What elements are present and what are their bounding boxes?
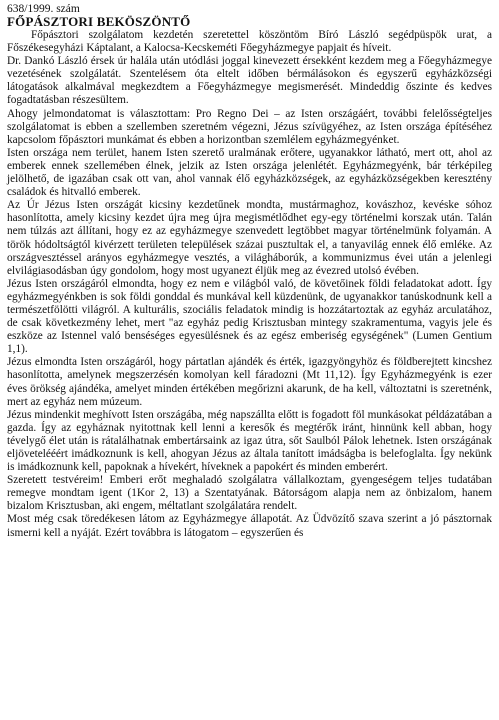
paragraph-succession: Dr. Dankó László érsek úr halála után utódlási joggal kinevezett érsekként kezdem meg a Főegyházmegye vezetésének szolgálatát. Szentelésem óta eltelt időben bérmálásokon és egyszerű egyházközségi látogatások alkalmával megkezdtem a Főegyházmegye megismerését. Mindeddig őszinte és kedves fogadtatásban részesültem. (7, 55, 492, 107)
document-title: FŐPÁSZTORI BEKÖSZÖNTŐ (7, 14, 191, 29)
paragraph-service: Szeretett testvéreim! Emberi erőt meghaladó szolgálatra vállalkoztam, gyengeségem teljes tudatában remegve mondtam igent (1Kor 2, 13) a Szentatyának. Bátorságom alapja nem az önbizalom, hanem bizalom Krisztusban, aki engem, méltatlant szolgálatára rendelt. (7, 474, 492, 513)
paragraph-earthly-tasks: Jézus Isten országáról elmondta, hogy ez nem e világból való, de követőinek földi feladatokat adott. Így egyházmegyénkben is sok földi gonddal és munkával kell küzdenünk, de ugyanakkor tanúskodnunk kell a természetfölötti világról. A kulturális, szociális feladatok mindig is hozzátartoztak az egyház arculatához, de csak következmény lehet, mert "az egyház pedig Krisztusban mintegy szakramentuma, vagyis jele és eszköze az Istennel való benséséges egyesülésnek és az egész emberiség egységének" (Lumen Gentium 1,1). (7, 277, 492, 356)
document-body (7, 29, 492, 540)
paragraph-heritage: Jézus elmondta Isten országáról, hogy pártatlan ajándék és érték, igazgyöngyhöz és földberejtett kincshez hasonlította, amelynek megszerzésén komolyan kell fáradozni (Mt 11,12). Így Egyházmegyénk is ezer éves örökség ajándéka, amelyet minden értékében megőrizni akarunk, de ha kell, változtatni is szeretnénk, mert az egyház nem múzeum. (7, 356, 492, 408)
paragraph-invitation: Jézus mindenkit meghívott Isten országába, még napszállta előtt is fogadott föl munkásokat példázatában a gazda. Így az egyháznak nyitottnak kell lenni a keresők és megtérők iránt, hinnünk kell abban, hogy tévelygő élet után is rátalálhatnak embertársaink az igaz útra, sőt Saulból Pálok lehetnek. Isten országának eljövetelééért imádkoznunk is kell, ahogyan Jézus az általa tanított imádságba is belefoglalta. Így nekünk is imádkoznunk kell, papoknak a hívekért, híveknek a papokért és minden emberért. (7, 408, 492, 474)
paragraph-greeting: Főpásztori szolgálatom kezdetén szeretettel köszöntöm Bíró László segédpüspök urat, a Főszékesegyházi Káptalant, a Kalocsa-Kecskeméti Főegyházmegye papjait és híveit. (7, 29, 492, 55)
document-number: 638/1999. szám (7, 3, 80, 15)
paragraph-visits: Most még csak töredékesen látom az Egyházmegye állapotát. Az Üdvözítő szava szerint a jó pásztornak ismerni kell a nyáját. Ezért továbbra is látogatom – egyszerűen és (7, 513, 492, 539)
paragraph-history: Az Úr Jézus Isten országát kicsiny kezdetűnek mondta, mustármaghoz, kovászhoz, kevéske sóhoz hasonlította, amely kicsiny kezdet újra meg újra megismétlődhet egy-egy történelmi korszak után. Talán nem túlzás azt állítani, hogy ez az egyházmegye szenvedett legtöbbet magyar történelmünk folyamán. A török hódoltságtól kivérzett területen települések százai pusztultak el, a tanyavilág ennek élő emléke. Az országvesztéssel arányos egyházmegye vesztés, a világháborúk, a kommunizmus évei után a jelenlegi elvilágiasodásban úgy gondolom, hogy most ugyanezt éljük meg az évezred utolsó évében. (7, 199, 492, 277)
paragraph-motto: Ahogy jelmondatomat is választottam: Pro Regno Dei – az Isten országáért, további felelősségteljes szolgálatomat is ebben a szellemben szeretném végezni, Jézus szívügyéhez, az Isten országa építéséhez kapcsolom főpásztori munkámat és ebben a horizontban szemlélem egyházmegyénket. (7, 107, 492, 146)
paragraph-kingdom: Isten országa nem terület, hanem Isten szerető uralmának erőtere, ugyanakkor látható, mert ott, ahol az emberek ennek szellemében élnek, jelzik az Isten országa jelenlétét. Egyházmegyénk, bár térképileg jelölhető, de igazában csak ott van, ahol vannak élő egyházközségek, az egyházközségekben keresztény családok és hitvalló emberek. (7, 146, 492, 199)
